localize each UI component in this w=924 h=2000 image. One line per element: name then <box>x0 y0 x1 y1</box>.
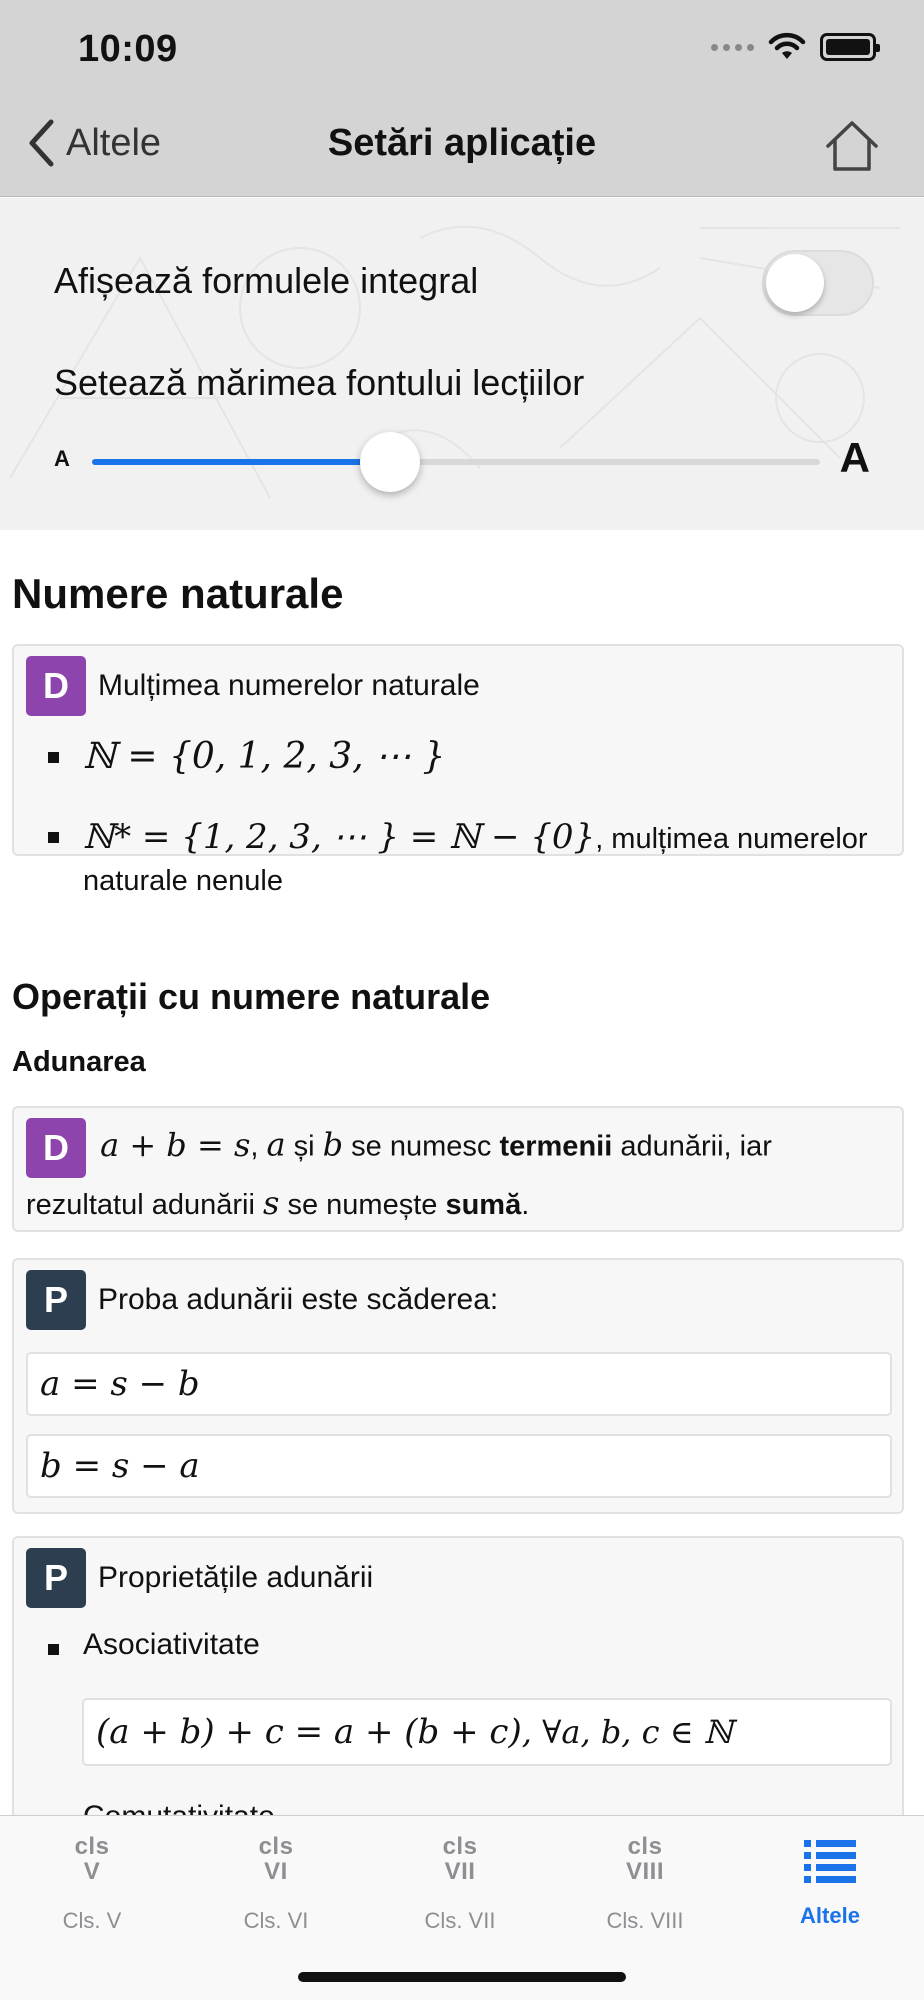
show-formulas-toggle[interactable] <box>762 250 874 316</box>
formula: ℕ = {0, 1, 2, 3, ⋯ } <box>83 736 446 777</box>
property-badge: P <box>26 1548 86 1608</box>
status-icons <box>711 32 876 62</box>
cls-v-icon: cls V <box>74 1833 110 1885</box>
bold-term: sumă <box>445 1189 522 1221</box>
formula: b <box>322 1125 344 1164</box>
tab-label: Cls. VIII <box>606 1908 684 1933</box>
list-item <box>48 736 445 777</box>
back-label: Altele <box>66 121 162 164</box>
formula: ℕ* = {1, 2, 3, ⋯ } = ℕ − {0} <box>83 817 596 857</box>
home-icon[interactable] <box>824 118 880 174</box>
definition-text-cont: naturale nenule <box>83 865 283 897</box>
tab-label: Altele <box>800 1903 860 1928</box>
formula-box: b = s − a <box>26 1434 892 1498</box>
section-title: Operații cu numere naturale <box>12 976 491 1017</box>
cls-viii-icon: cls VIII <box>625 1833 664 1885</box>
tab-label: Cls. VI <box>243 1908 309 1933</box>
tab-label: Cls. V <box>62 1908 122 1933</box>
show-formulas-label: Afișează formulele integral <box>54 260 479 301</box>
tab-bar <box>0 1815 924 2000</box>
property-box <box>12 1258 904 1514</box>
slider-fill <box>92 459 390 465</box>
subsection-title: Adunarea <box>12 1046 146 1078</box>
text: adunării, iar <box>612 1130 772 1163</box>
formula-tail: , ∀a, b, c ∈ ℕ <box>521 1713 733 1751</box>
definition-text: , mulțimea numerelor <box>595 823 868 855</box>
formula-box: a = s − b <box>26 1352 892 1416</box>
properties-heading: Proprietățile adunării <box>98 1561 374 1594</box>
tab-cls-vi[interactable] <box>184 1834 368 1934</box>
lesson-content <box>0 530 924 1815</box>
property-badge: P <box>26 1270 86 1330</box>
list-icon <box>804 1838 856 1884</box>
font-size-label: Setează mărimea fontului lecțiilor <box>54 362 585 403</box>
toggle-knob <box>766 254 824 312</box>
definition-box <box>12 644 904 897</box>
lesson-title: Numere naturale <box>12 570 344 617</box>
tab-cls-v[interactable] <box>0 1834 184 1934</box>
list-item <box>48 816 888 902</box>
font-size-slider[interactable] <box>92 459 820 465</box>
large-font-icon: A <box>839 434 870 481</box>
text: și <box>285 1130 323 1163</box>
tab-altele[interactable] <box>738 1834 922 1929</box>
definition-badge: D <box>26 656 86 716</box>
definition-box <box>12 1106 904 1232</box>
cellular-signal-icon <box>711 44 754 51</box>
formula-box <box>82 1698 892 1766</box>
navigation-bar <box>0 0 924 197</box>
text-sep: , <box>250 1130 267 1163</box>
definition-badge: D <box>26 1118 86 1178</box>
property-name: Asociativitate <box>83 1628 260 1661</box>
formula: s <box>262 1184 280 1222</box>
battery-icon <box>820 33 876 61</box>
list-item <box>48 1628 260 1662</box>
text: . <box>521 1189 530 1221</box>
proba-text: este scăderea: <box>293 1283 499 1316</box>
property-box <box>12 1536 904 1856</box>
definition-heading: Mulțimea numerelor naturale <box>98 669 480 702</box>
bold-term: termenii <box>499 1130 613 1163</box>
status-time: 10:09 <box>78 28 178 70</box>
text: rezultatul adunării <box>26 1189 263 1221</box>
page-title: Setări aplicație <box>327 122 597 164</box>
formula: a + b = s <box>100 1125 251 1164</box>
proba-heading: Proba adunării <box>98 1283 294 1316</box>
text: se numesc <box>343 1130 500 1163</box>
home-indicator <box>298 1972 626 1982</box>
text: se numește <box>279 1189 446 1221</box>
tab-label: Cls. VII <box>424 1908 496 1933</box>
tab-cls-vii[interactable] <box>368 1834 552 1934</box>
settings-panel <box>0 198 924 530</box>
formula: (a + b) + c = a + (b + c) <box>96 1712 522 1752</box>
small-font-icon: A <box>54 446 70 471</box>
cls-vi-icon: cls VI <box>258 1833 294 1885</box>
wifi-icon <box>768 32 806 62</box>
formula: a <box>266 1125 286 1164</box>
tab-cls-viii[interactable] <box>553 1834 737 1934</box>
cls-vii-icon: cls VII <box>442 1833 478 1885</box>
